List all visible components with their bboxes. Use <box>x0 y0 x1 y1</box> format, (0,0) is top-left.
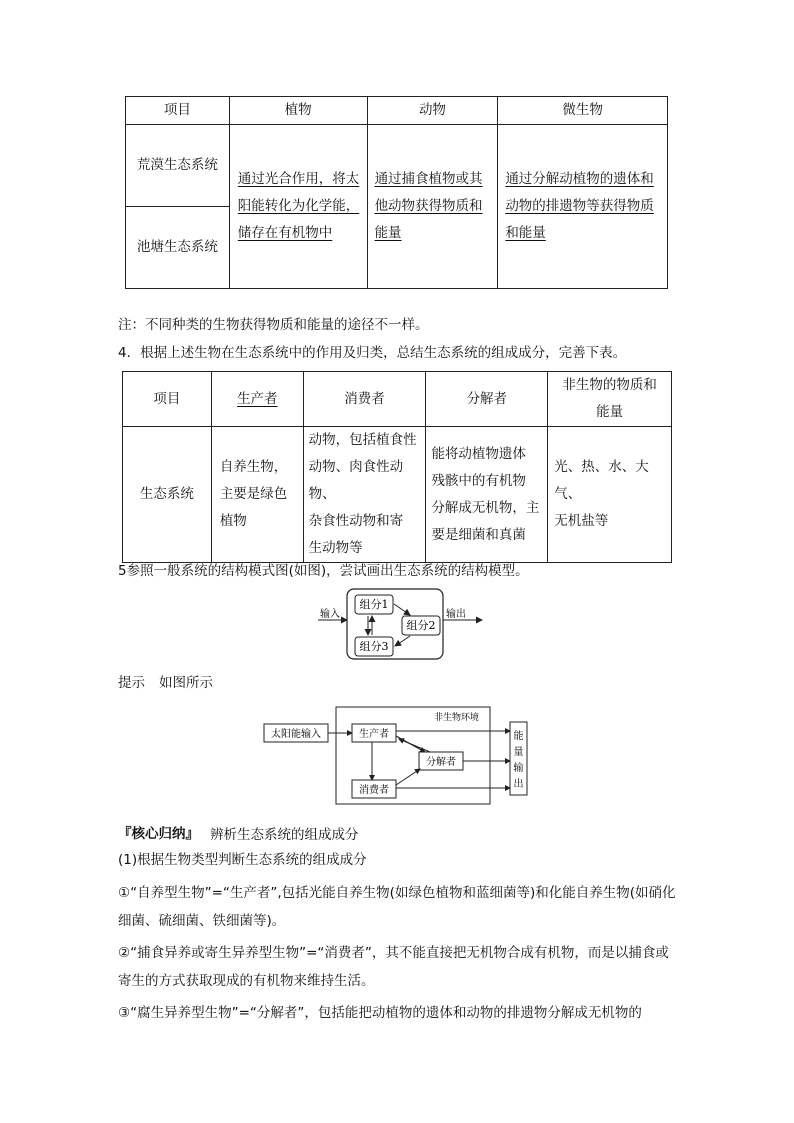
summary-point-3: ②“捕食异养或寄生异养型生物”=“消费者”，其不能直接把无机物合成有机物，而是以捕食或寄生的方式获取现成的有机物来维持生活。 <box>118 945 669 989</box>
table2-header-abiotic: 非生物的物质和 能量 <box>548 372 672 427</box>
component-2-label: 组分2 <box>406 619 436 632</box>
table2-header-decomposer: 分解者 <box>426 372 548 427</box>
table2-header-consumer: 消费者 <box>303 372 426 427</box>
decomposer-label: 分解者 <box>426 757 456 768</box>
animal-cell: 通过捕食植物或其 他动物获得物质和 能量 <box>367 125 498 289</box>
energy-output-char-4: 出 <box>513 779 524 790</box>
consumer-label: 消费者 <box>359 785 389 796</box>
component-1-label: 组分1 <box>359 598 389 611</box>
table-header-plant: 植物 <box>229 97 367 125</box>
summary-subtitle: 辨析生态系统的组成成分 <box>210 827 359 843</box>
hint-text: 如图所示 <box>159 675 213 691</box>
note-text: 注：不同种类的生物获得物质和能量的途径不一样。 <box>118 317 429 333</box>
microbe-cell: 通过分解动植物的遗体和 动物的排遗物等获得物质 和能量 <box>498 125 668 289</box>
summary-title: 『核心归纳』 <box>118 826 199 842</box>
producer-cell: 自养生物， 主要是绿色 植物 <box>211 427 303 563</box>
arrow-2-to-3 <box>395 636 410 646</box>
summary-point-4: ③“腐生异养型生物”=“分解者”，包括能把动植物的遗体和动物的排遗物分解成无机物的 <box>118 1005 642 1021</box>
summary-point-1: (1)根据生物类型判断生态系统的组成成分 <box>118 852 367 868</box>
ecosystem-structure-diagram <box>262 705 536 807</box>
question-4: 4．根据上述生物在生态系统中的作用及归类，总结生态系统的组成成分，完善下表。 <box>118 345 627 361</box>
consumer-cell: 动物，包括植食性 动物、肉食性动物、 杂食性动物和寄 生动物等 <box>303 427 426 563</box>
energy-output-char-3: 输 <box>513 763 524 774</box>
table-header-item: 项目 <box>126 97 230 125</box>
component-3-label: 组分3 <box>359 640 389 653</box>
energy-output-char-2: 量 <box>513 747 524 758</box>
table2-row-label: 生态系统 <box>123 427 212 563</box>
arrow-1-to-2 <box>394 604 410 615</box>
row-label-pond: 池塘生态系统 <box>126 207 230 289</box>
organism-roles-table <box>125 96 668 289</box>
solar-input-label: 太阳能输入 <box>271 729 321 740</box>
energy-output-char-1: 能 <box>513 731 524 742</box>
table-header-animal: 动物 <box>367 97 498 125</box>
hint-line <box>118 670 213 697</box>
components-table <box>122 371 672 563</box>
table-header-microbe: 微生物 <box>498 97 668 125</box>
row-label-desert: 荒漠生态系统 <box>126 125 230 207</box>
consumer-to-decomposer-arrow <box>396 769 420 785</box>
decomposer-cell: 能将动植物遗体 残骸中的有机物 分解成无机物，主 要是细菌和真菌 <box>426 427 548 563</box>
question-5: 5参照一般系统的结构模式图(如图)，尝试画出生态系统的结构模型。 <box>118 563 529 579</box>
input-label: 输入 <box>320 609 340 620</box>
table2-header-item: 项目 <box>123 372 212 427</box>
decomposer-to-producer-arrow <box>399 739 430 752</box>
plant-cell: 通过光合作用，将太 阳能转化为化学能， 储存在有机物中 <box>229 125 367 289</box>
abiotic-environment-label: 非生物环境 <box>434 713 480 723</box>
general-system-diagram <box>310 584 490 664</box>
hint-label: 提示 <box>118 675 145 691</box>
summary-point-2: ①“自养型生物”=“生产者”,包括光能自养生物(如绿色植物和蓝细菌等)和化能自养生物(如硝化细菌、硫细菌、铁细菌等)。 <box>118 885 676 929</box>
output-label: 输出 <box>446 609 466 620</box>
abiotic-cell: 光、热、水、大气、 无机盐等 <box>548 427 672 563</box>
producer-label: 生产者 <box>359 729 389 740</box>
table2-header-producer: 生产者 <box>211 372 303 427</box>
